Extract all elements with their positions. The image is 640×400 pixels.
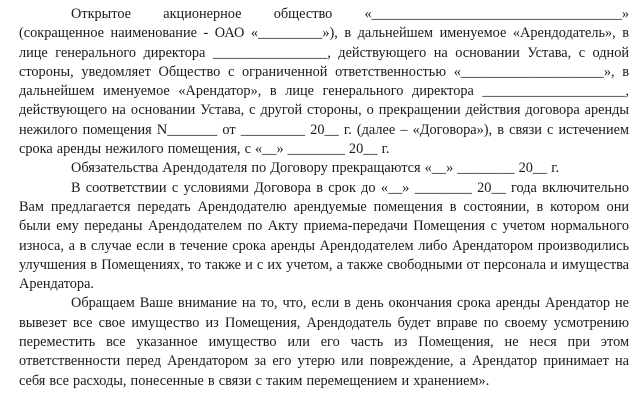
property-removal-paragraph: Обращаем Ваше внимание на то, что, если в день окончания срока аренды Арендатор не вывезет все свое имущество из Помещения, Арендодатель будет вправе по своему усмотрению переместить все указанное имущество или его часть из Помещения, не неся при этом ответственности перед Арендатором за его утерю или повреждение, а Арендатор принимает на себя все расходы, понесенные в связи с таким перемещением и хранением». (19, 295, 634, 389)
notice-paragraph: Открытое акционерное общество «___________________________________» (сокращенное наименование - ОАО «_________»), в дальнейшем именуемое «Арендодатель», в лице генерального директора ________________, действующего на основании Устава, с одной стороны, уведомляет Общество с ограниченной ответственностью «____________________», в дальнейшем именуемое «Арендатор», в лице генерального директора ____________________, действующего на основании Устава, с другой стороны, о прекращении действия договора аренды нежилого помещения N_______ от _________ 20__ г. (далее – «Договора»), в связи с истечением срока аренды нежилого помещения, с «__» ________ 20__ г. (19, 6, 634, 158)
premises-return-paragraph: В соответствии с условиями Договора в срок до «__» ________ 20__ года включительно Вам предлагается передать Арендодателю арендуемые помещения в состоянии, в котором они были ему переданы Арендодателем по Акту приема-передачи Помещения с учетом нормального износа, а в случае если в течение срока аренды Арендодателем либо Арендатором производились улучшения в Помещениях, то также и с их учетом, а также свободными от персонала и имущества Арендатора. (19, 179, 634, 293)
obligations-end-paragraph: Обязательства Арендодателя по Договору прекращаются «__» ________ 20__ г. (71, 160, 560, 177)
